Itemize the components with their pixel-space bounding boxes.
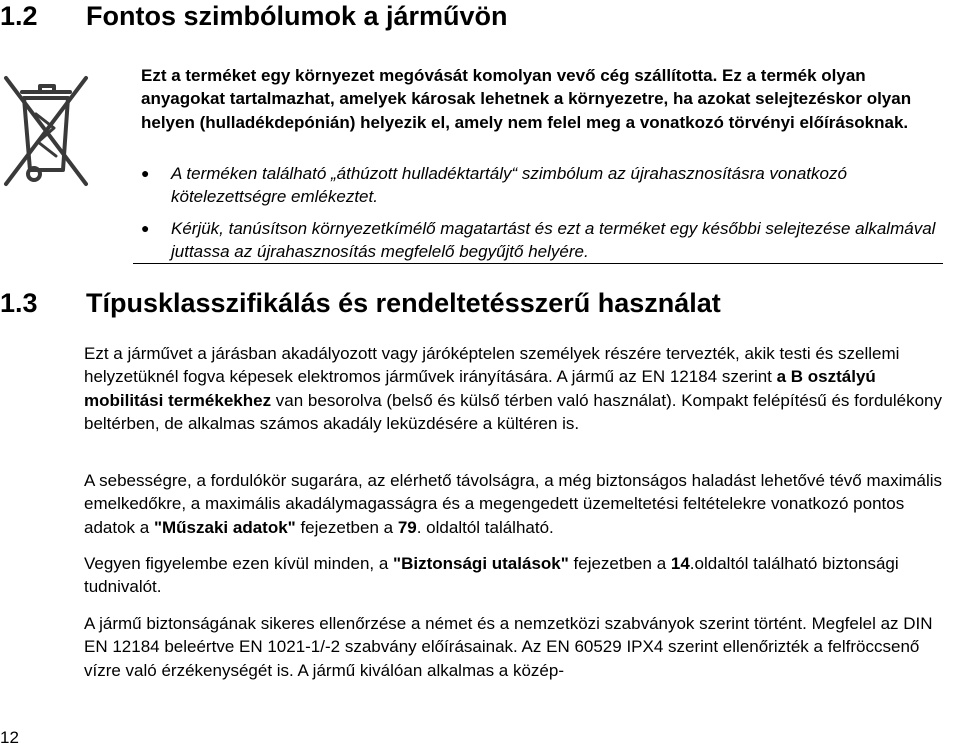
section-heading-1-2 (0, 0, 508, 32)
section-title: Típusklasszifikálás és rendeltetésszerű használat (86, 288, 721, 318)
paragraph-safety-reference: Vegyen figyelembe ezen kívül minden, a "Biztonsági utalások" fejezetben a 14.oldaltól található biztonsági tudnivalót. (84, 554, 899, 597)
disposal-notice-box (133, 60, 943, 264)
notice-bullet-list (141, 162, 941, 271)
paragraph-specifications: A sebességre, a fordulókör sugarára, az elérhető távolságra, a még biztonságos haladást lehetővé tévő maximális emelkedőkre, a maximális akadálymagasságra és a megengedett üzemeltetési feltételekre vonatkozó pontos adatok a "Műszaki adatok" fejezetben a 79. oldaltól található. (84, 471, 943, 537)
list-item: ● Kérjük, tanúsítson környezetkímélő magatartást és ezt a terméket egy későbbi selejtezése alkalmával juttassa az újrahasznosítás megfelelő begyűjtő helyére. (141, 218, 936, 261)
section-number: 1.2 (0, 1, 38, 31)
section-number: 1.3 (0, 288, 38, 318)
paragraph-classification: Ezt a járművet a járásban akadályozott vagy járóképtelen személyek részére tervezték, akik testi és szellemi helyzetüknél fogva képesek elektromos járművek irányítására. A jármű az EN 12184 szerint a B osztályú mobilitási termékekhez van besorolva (belső és külső térben való használat). Kompakt felépítésű és fordulékony beltérben, de alkalmas számos akadály leküzdésére a kültéren is. (84, 344, 943, 434)
crossed-out-wheelie-bin-icon (0, 66, 92, 190)
list-item: ● A terméken található „áthúzott hulladéktartály“ szimbólum az újrahasznosításra vonatkozó kötelezettségre emlékeztet. (141, 164, 847, 207)
section-title: Fontos szimbólumok a járművön (86, 1, 508, 31)
page-number: 12 (0, 728, 19, 747)
bullet-icon: ● (141, 219, 150, 236)
paragraph-safety-testing: A jármű biztonságának sikeres ellenőrzése a német és a nemzetközi szabványok szerint történt. Megfelel az DIN EN 12184 beleértve EN 1021-1/-2 szabvány előírásainak. Az EN 60529 IPX4 szerint ellenőrizték a felfröccsenő vízre való érzékenységét is. A jármű kiválóan alkalmas a közép- (84, 614, 933, 680)
bullet-icon: ● (141, 165, 150, 181)
notice-bold-text: Ezt a terméket egy környezet megóvását komolyan vevő cég szállította. Ez a termék olyan anyagokat tartalmazhat, amelyek károsak lehetnek a környezetre, ha azokat selejtezéskor olyan helyen (hulladékdepónián) helyezik el, amely nem felel meg a vonatkozó törvényi előírásoknak. (141, 66, 912, 132)
section-heading-1-3 (0, 287, 721, 319)
